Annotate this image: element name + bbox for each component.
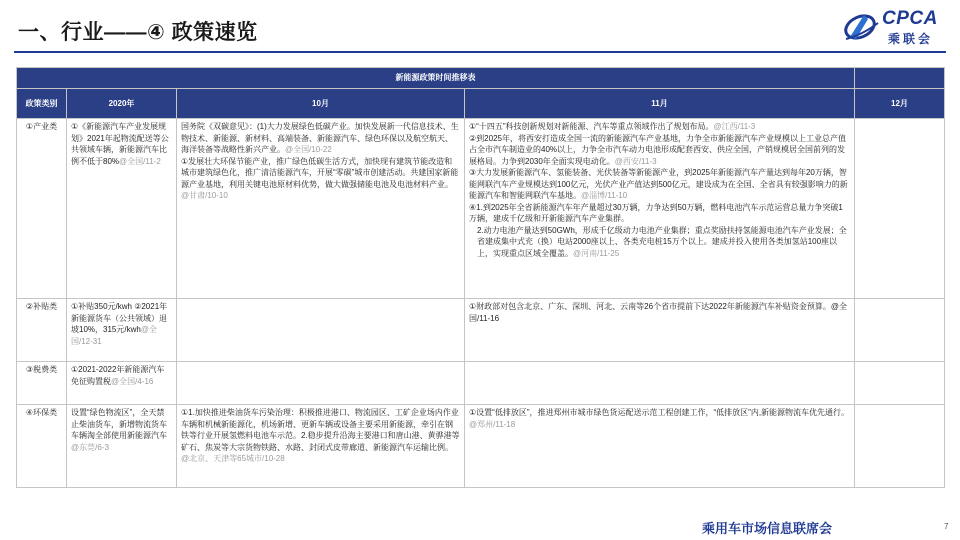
policy-entry xyxy=(469,202,850,225)
policy-text: ③大力发展新能源汽车、氢能装备、光伏装备等新能源产业，到2025年新能源汽车产量达到每年20万辆，智能网联汽车产业规模达到100亿元，光伏产业产值达到500亿元，建设成为在全国、全省具有较强影响力的新能源汽车和智能网联汽车基地。 xyxy=(469,168,848,200)
policy-entry xyxy=(181,156,460,202)
policy-timeline-table xyxy=(16,67,945,488)
policy-source: @全国/11-2 xyxy=(119,156,161,166)
cell-december xyxy=(855,405,945,488)
cell-2020 xyxy=(67,362,177,405)
policy-entry xyxy=(469,133,850,168)
table-title: 新能源政策时间推移表 xyxy=(17,68,855,89)
policy-entry xyxy=(469,167,850,202)
cpca-emblem-icon xyxy=(842,9,882,45)
header-row xyxy=(17,89,945,119)
policy-text: 设置“绿色物流区”，全天禁止柴油货车，新增物流货车车辆淘全部使用新能源汽车 xyxy=(71,408,167,440)
footer-organization: 乘用车市场信息联席会 xyxy=(702,521,833,536)
policy-text: ①《新能源汽车产业发展规划》2021年起物流配送等公共领域车辆，新能源汽车比例不低于80% xyxy=(71,122,169,166)
cell-november xyxy=(465,119,855,299)
table-row-subsidy xyxy=(17,299,945,362)
cpca-logo xyxy=(842,8,950,46)
logo-subtext: 乘联会 xyxy=(888,32,934,46)
cell-2020 xyxy=(67,119,177,299)
policy-source: @全国/12-31 xyxy=(71,325,157,346)
policy-source: @全国/10-22 xyxy=(285,145,332,154)
policy-entry xyxy=(469,301,850,324)
cell-november xyxy=(465,299,855,362)
cell-october xyxy=(177,119,465,299)
cell-october xyxy=(177,299,465,362)
policy-source: @江西/11-3 xyxy=(713,122,756,131)
cell-2020 xyxy=(67,405,177,488)
page-title: 一、行业——④ 政策速览 xyxy=(18,21,258,44)
policy-source: @河南/11-25 xyxy=(573,248,620,258)
category-cell: ④环保类 xyxy=(17,405,67,488)
policy-source: @甘肃/10-10 xyxy=(181,191,228,200)
policy-entry xyxy=(181,121,460,156)
policy-entry xyxy=(469,225,850,260)
header-2020: 2020年 xyxy=(67,89,177,119)
policy-source: @全国/4-16 xyxy=(111,376,154,386)
policy-text: ①“十四五”科技创新规划对新能源、汽车等重点领域作出了规划布局。 xyxy=(469,122,714,131)
cell-2020 xyxy=(67,299,177,362)
logo-text: CPCA xyxy=(882,8,938,29)
policy-text: ②到2025年，将西安打造成全国一流的新能源汽车产业基地，力争全市新能源汽车产业规模以上工业总产值占全市汽车制造业的40%以上，力争全市汽车动力电池形成配套西安、供应全国，产销规模居全国前列的发展格局。力争到2030年全面实现电动化。 xyxy=(469,133,846,166)
category-cell: ③税费类 xyxy=(17,362,67,405)
policy-text: ①1.加快推进柴油货车污染治理：积极推进港口、物流园区、工矿企业场内作业车辆和机械新能源化，机场新增、更新车辆或设备主要采用新能源，牵引在钢铁等行业开展氢燃料电池车示范。2.稳步提升沿海主要港口和唐山港、黄骅港等矿石、焦炭等大宗货物铁路、水路、封闭式皮带廊道、新能源汽车运输比例。 xyxy=(181,408,460,452)
header-november: 11月 xyxy=(465,89,855,119)
policy-entry xyxy=(469,407,850,430)
category-cell: ②补贴类 xyxy=(17,299,67,362)
header-category: 政策类别 xyxy=(17,89,67,119)
policy-source: @淄博/11-10 xyxy=(581,191,628,200)
cell-november xyxy=(465,362,855,405)
category-cell: ①产业类 xyxy=(17,119,67,299)
policy-text: ①发展壮大环保节能产业，推广绿色低碳生活方式，加快现有建筑节能改造和城市建筑绿色化，推广清洁能源汽车，开展“零碳”城市创建活动。共建国家新能源产业基地，利用关键电池原材料优势，做大做强储能电池及电池材料产业。 xyxy=(181,156,459,189)
policy-text: ①2021-2022年新能源汽车免征购置税 xyxy=(71,365,165,386)
table-row-environment xyxy=(17,405,945,488)
cell-october xyxy=(177,362,465,405)
policy-source: @郑州/11-18 xyxy=(469,419,516,429)
policy-source: @西安/11-3 xyxy=(614,156,657,166)
cell-december xyxy=(855,362,945,405)
policy-entry xyxy=(469,121,850,133)
table-row-industry xyxy=(17,119,945,299)
policy-entry xyxy=(181,407,460,465)
header-december: 12月 xyxy=(855,89,945,119)
cell-november xyxy=(465,405,855,488)
policy-text: ①设置“低排放区”，推进郑州市城市绿色货运配送示范工程创建工作，“低排放区”内,新能源物流车优先通行。 xyxy=(469,408,850,417)
policy-source: @东莞/6-3 xyxy=(71,442,109,452)
policy-source: @北京、天津等65城市/10-28 xyxy=(181,454,285,463)
policy-text: 2.动力电池产量达到50GWh，形成千亿级动力电池产业集群；重点奖励扶持氢能源电池汽车产业发展；全省建成集中式充（换）电站2000座以上、各类充电桩15万个以上。建成并投入使用各类加氢站100座以上，实现重点区域全覆盖。 xyxy=(477,225,847,258)
header-october: 10月 xyxy=(177,89,465,119)
policy-text: ①财政部对包含北京、广东、深圳、河北、云南等26个省市提前下达2022年新能源汽车补贴资金预算。 xyxy=(469,302,831,311)
policy-text: ④1.到2025年全省新能源汽车年产量超过30万辆，力争达到50万辆，燃料电池汽车示范运营总量力争突破1万辆，建成千亿级和开新能源汽车产业集群。 xyxy=(469,202,843,223)
cell-december xyxy=(855,119,945,299)
table-row-tax xyxy=(17,362,945,405)
cell-october xyxy=(177,405,465,488)
policy-text: 国务院《双碳意见》：(1)大力发展绿色低碳产业。加快发展新一代信息技术、生物技术、新能源、新材料、高端装备、新能源汽车、绿色环保以及航空航天、海洋装备等战略性新兴产业。 xyxy=(181,122,459,154)
cell-december xyxy=(855,299,945,362)
title-divider xyxy=(14,51,946,53)
policy-source: @全国/11-16 xyxy=(469,302,847,323)
page-number: 7 xyxy=(944,522,949,531)
policy-text: ①补贴350元/kwh ②2021年新能源货车（公共领域）退坡10%，315元/kwh xyxy=(71,302,168,334)
table-title-spacer xyxy=(855,68,945,89)
